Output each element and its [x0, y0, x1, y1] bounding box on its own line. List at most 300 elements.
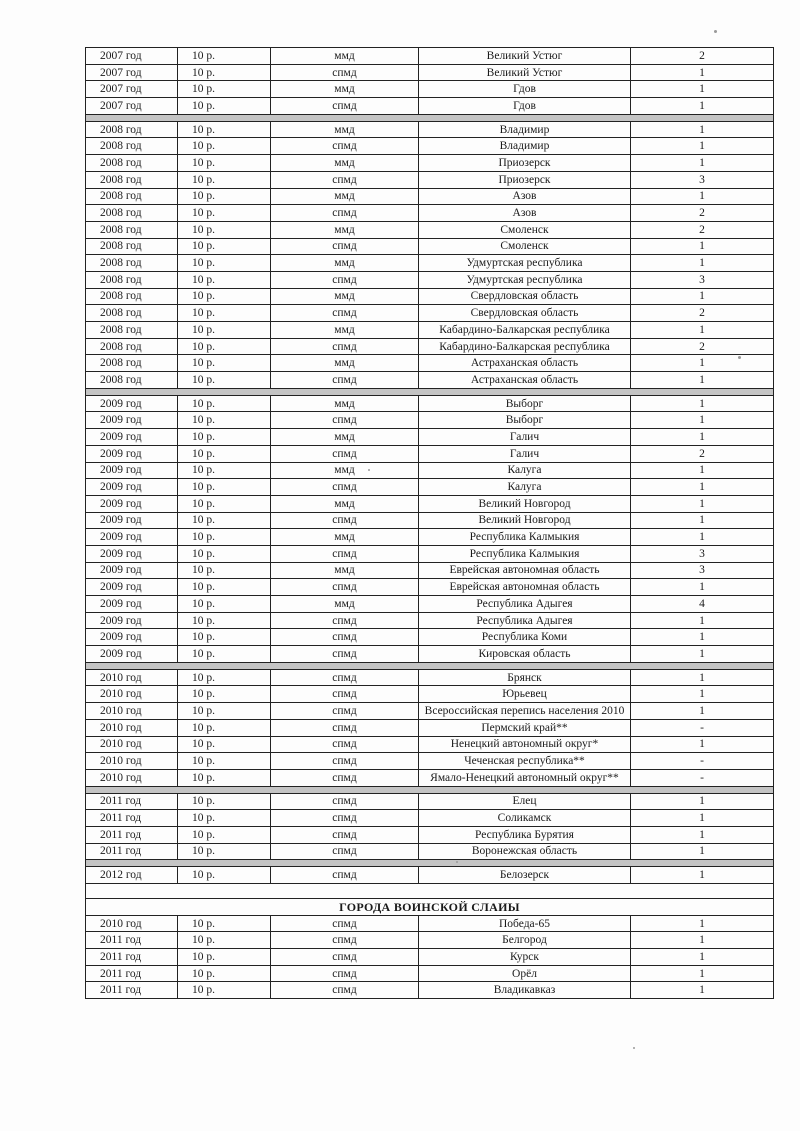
quantity-cell: 1: [631, 843, 774, 860]
denomination-cell: 10 р.: [178, 445, 271, 462]
coin-name-cell: Соликамск: [419, 810, 631, 827]
coin-name-cell: Белгород: [419, 932, 631, 949]
mint-cell: спмд: [271, 793, 419, 810]
table-row: [86, 686, 774, 703]
mint-cell: спмд: [271, 338, 419, 355]
coin-name-cell: Выборг: [419, 412, 631, 429]
table-row: [86, 545, 774, 562]
year-cell: 2008 год: [86, 322, 178, 339]
coin-name-cell: Курск: [419, 949, 631, 966]
coin-name-cell: Приозерск: [419, 171, 631, 188]
quantity-cell: 1: [631, 372, 774, 389]
quantity-cell: 2: [631, 48, 774, 65]
mint-cell: спмд: [271, 305, 419, 322]
table-row: [86, 288, 774, 305]
year-cell: 2009 год: [86, 529, 178, 546]
mint-cell: ммд: [271, 429, 419, 446]
table-row: [86, 669, 774, 686]
coin-name-cell: Елец: [419, 793, 631, 810]
coin-name-cell: Республика Калмыкия: [419, 529, 631, 546]
denomination-cell: 10 р.: [178, 753, 271, 770]
year-cell: 2008 год: [86, 288, 178, 305]
year-cell: 2008 год: [86, 121, 178, 138]
table-row: [86, 255, 774, 272]
mint-cell: спмд: [271, 719, 419, 736]
mint-cell: спмд: [271, 64, 419, 81]
coin-name-cell: Кабардино-Балкарская республика: [419, 322, 631, 339]
year-cell: 2008 год: [86, 338, 178, 355]
mint-cell: спмд: [271, 171, 419, 188]
year-cell: 2010 год: [86, 703, 178, 720]
coin-name-cell: Республика Коми: [419, 629, 631, 646]
table-row: [86, 171, 774, 188]
coin-name-cell: Кировская область: [419, 646, 631, 663]
table-row: [86, 965, 774, 982]
year-cell: 2007 год: [86, 81, 178, 98]
denomination-cell: 10 р.: [178, 395, 271, 412]
denomination-cell: 10 р.: [178, 686, 271, 703]
coin-name-cell: Ненецкий автономный округ*: [419, 736, 631, 753]
quantity-cell: 1: [631, 462, 774, 479]
mint-cell: ммд: [271, 155, 419, 172]
mint-cell: спмд: [271, 579, 419, 596]
table-row: [86, 612, 774, 629]
denomination-cell: 10 р.: [178, 221, 271, 238]
coin-name-cell: Астраханская область: [419, 355, 631, 372]
denomination-cell: 10 р.: [178, 495, 271, 512]
table-row: [86, 479, 774, 496]
coin-name-cell: Еврейская автономная область: [419, 562, 631, 579]
coin-name-cell: Юрьевец: [419, 686, 631, 703]
denomination-cell: 10 р.: [178, 372, 271, 389]
quantity-cell: 1: [631, 810, 774, 827]
table-row: [86, 736, 774, 753]
year-cell: 2009 год: [86, 462, 178, 479]
mint-cell: спмд: [271, 238, 419, 255]
table-row: [86, 703, 774, 720]
mint-cell: ммд: [271, 48, 419, 65]
coin-name-cell: Белозерск: [419, 867, 631, 884]
coin-name-cell: Брянск: [419, 669, 631, 686]
denomination-cell: 10 р.: [178, 769, 271, 786]
table-row: [86, 412, 774, 429]
coin-name-cell: Победа-65: [419, 915, 631, 932]
denomination-cell: 10 р.: [178, 982, 271, 999]
quantity-cell: 1: [631, 686, 774, 703]
mint-cell: спмд: [271, 965, 419, 982]
denomination-cell: 10 р.: [178, 579, 271, 596]
denomination-cell: 10 р.: [178, 205, 271, 222]
mint-cell: ммд: [271, 81, 419, 98]
paper-speck: [633, 1047, 635, 1049]
year-cell: 2011 год: [86, 949, 178, 966]
coin-name-cell: Гдов: [419, 81, 631, 98]
table-row: [86, 271, 774, 288]
denomination-cell: 10 р.: [178, 238, 271, 255]
mint-cell: спмд: [271, 826, 419, 843]
table-row: [86, 753, 774, 770]
mint-cell: спмд: [271, 736, 419, 753]
quantity-cell: 1: [631, 121, 774, 138]
quantity-cell: 1: [631, 395, 774, 412]
mint-cell: спмд: [271, 932, 419, 949]
coin-name-cell: Республика Адыгея: [419, 612, 631, 629]
table-row: [86, 205, 774, 222]
denomination-cell: 10 р.: [178, 188, 271, 205]
denomination-cell: 10 р.: [178, 810, 271, 827]
mint-cell: ммд: [271, 395, 419, 412]
coin-name-cell: Республика Адыгея: [419, 596, 631, 613]
table-row: [86, 793, 774, 810]
year-cell: 2009 год: [86, 412, 178, 429]
coin-name-cell: Республика Бурятия: [419, 826, 631, 843]
denomination-cell: 10 р.: [178, 412, 271, 429]
year-cell: 2009 год: [86, 596, 178, 613]
coin-name-cell: Ямало-Ненецкий автономный округ**: [419, 769, 631, 786]
coin-name-cell: Владимир: [419, 138, 631, 155]
table-row: [86, 495, 774, 512]
section-title: ГОРОДА ВОИНСКОЙ СЛАИЫ: [86, 899, 774, 916]
year-cell: 2011 год: [86, 810, 178, 827]
quantity-cell: 1: [631, 495, 774, 512]
table-row: [86, 982, 774, 999]
year-cell: 2008 год: [86, 271, 178, 288]
table-row: [86, 372, 774, 389]
year-cell: 2008 год: [86, 255, 178, 272]
quantity-cell: 4: [631, 596, 774, 613]
mint-cell: спмд: [271, 479, 419, 496]
mint-cell: спмд: [271, 753, 419, 770]
table-body: [86, 48, 774, 999]
mint-cell: ммд: [271, 562, 419, 579]
denomination-cell: 10 р.: [178, 171, 271, 188]
quantity-cell: -: [631, 753, 774, 770]
year-cell: 2008 год: [86, 355, 178, 372]
table-row: [86, 529, 774, 546]
quantity-cell: 1: [631, 965, 774, 982]
coin-name-cell: Пермский край**: [419, 719, 631, 736]
year-cell: 2008 год: [86, 221, 178, 238]
table-row: [86, 826, 774, 843]
denomination-cell: 10 р.: [178, 355, 271, 372]
table-row: [86, 512, 774, 529]
year-cell: 2008 год: [86, 205, 178, 222]
year-cell: 2008 год: [86, 155, 178, 172]
quantity-cell: 1: [631, 529, 774, 546]
table-row: [86, 429, 774, 446]
denomination-cell: 10 р.: [178, 629, 271, 646]
table-row: [86, 238, 774, 255]
paper-speck: [368, 469, 370, 471]
mint-cell: спмд: [271, 915, 419, 932]
quantity-cell: 1: [631, 982, 774, 999]
year-separator: [86, 786, 774, 793]
coin-name-cell: Калуга: [419, 462, 631, 479]
denomination-cell: 10 р.: [178, 64, 271, 81]
year-cell: 2009 год: [86, 512, 178, 529]
quantity-cell: 1: [631, 255, 774, 272]
quantity-cell: 2: [631, 221, 774, 238]
coin-name-cell: Чеченская республика**: [419, 753, 631, 770]
denomination-cell: 10 р.: [178, 949, 271, 966]
denomination-cell: 10 р.: [178, 915, 271, 932]
table-row: [86, 646, 774, 663]
year-cell: 2011 год: [86, 843, 178, 860]
denomination-cell: 10 р.: [178, 545, 271, 562]
table-row: [86, 579, 774, 596]
denomination-cell: 10 р.: [178, 793, 271, 810]
year-cell: 2011 год: [86, 932, 178, 949]
mint-cell: ммд: [271, 596, 419, 613]
quantity-cell: 1: [631, 512, 774, 529]
coin-name-cell: Галич: [419, 445, 631, 462]
mint-cell: ммд: [271, 255, 419, 272]
quantity-cell: 1: [631, 188, 774, 205]
quantity-cell: 1: [631, 412, 774, 429]
denomination-cell: 10 р.: [178, 596, 271, 613]
denomination-cell: 10 р.: [178, 479, 271, 496]
quantity-cell: 1: [631, 429, 774, 446]
denomination-cell: 10 р.: [178, 48, 271, 65]
year-cell: 2010 год: [86, 736, 178, 753]
coin-name-cell: Удмуртская республика: [419, 271, 631, 288]
mint-cell: ммд: [271, 121, 419, 138]
mint-cell: спмд: [271, 843, 419, 860]
quantity-cell: 1: [631, 646, 774, 663]
coin-name-cell: Орёл: [419, 965, 631, 982]
year-cell: 2008 год: [86, 188, 178, 205]
coin-name-cell: Калуга: [419, 479, 631, 496]
mint-cell: ммд: [271, 221, 419, 238]
table-row: [86, 769, 774, 786]
quantity-cell: 1: [631, 579, 774, 596]
year-cell: 2011 год: [86, 793, 178, 810]
table-row: [86, 155, 774, 172]
coin-inventory-table: [85, 47, 774, 999]
mint-cell: спмд: [271, 646, 419, 663]
coin-name-cell: Великий Устюг: [419, 48, 631, 65]
quantity-cell: 1: [631, 81, 774, 98]
table-row: [86, 138, 774, 155]
coin-name-cell: Кабардино-Балкарская республика: [419, 338, 631, 355]
quantity-cell: 1: [631, 288, 774, 305]
year-cell: 2010 год: [86, 915, 178, 932]
denomination-cell: 10 р.: [178, 529, 271, 546]
quantity-cell: 2: [631, 305, 774, 322]
year-cell: 2008 год: [86, 171, 178, 188]
denomination-cell: 10 р.: [178, 429, 271, 446]
year-cell: 2010 год: [86, 669, 178, 686]
quantity-cell: 1: [631, 867, 774, 884]
table-row: [86, 322, 774, 339]
quantity-cell: 1: [631, 612, 774, 629]
mint-cell: спмд: [271, 412, 419, 429]
coin-name-cell: Смоленск: [419, 221, 631, 238]
year-separator: [86, 114, 774, 121]
mint-cell: спмд: [271, 445, 419, 462]
section-title-row: [86, 899, 774, 916]
table-row: [86, 188, 774, 205]
quantity-cell: 1: [631, 238, 774, 255]
denomination-cell: 10 р.: [178, 646, 271, 663]
year-cell: 2011 год: [86, 826, 178, 843]
table-row: [86, 305, 774, 322]
denomination-cell: 10 р.: [178, 703, 271, 720]
year-cell: 2008 год: [86, 372, 178, 389]
year-cell: 2012 год: [86, 867, 178, 884]
table-row: [86, 810, 774, 827]
coin-name-cell: Воронежская область: [419, 843, 631, 860]
quantity-cell: 3: [631, 171, 774, 188]
mint-cell: спмд: [271, 271, 419, 288]
coin-name-cell: Великий Устюг: [419, 64, 631, 81]
quantity-cell: 1: [631, 669, 774, 686]
mint-cell: спмд: [271, 669, 419, 686]
coin-name-cell: Великий Новгород: [419, 495, 631, 512]
denomination-cell: 10 р.: [178, 843, 271, 860]
year-separator: [86, 860, 774, 867]
coin-name-cell: Приозерск: [419, 155, 631, 172]
mint-cell: спмд: [271, 686, 419, 703]
mint-cell: спмд: [271, 512, 419, 529]
coin-name-cell: Республика Калмыкия: [419, 545, 631, 562]
coin-name-cell: Астраханская область: [419, 372, 631, 389]
coin-name-cell: Владикавказ: [419, 982, 631, 999]
quantity-cell: 1: [631, 629, 774, 646]
quantity-cell: 1: [631, 355, 774, 372]
quantity-cell: 3: [631, 545, 774, 562]
denomination-cell: 10 р.: [178, 932, 271, 949]
table-row: [86, 121, 774, 138]
denomination-cell: 10 р.: [178, 255, 271, 272]
quantity-cell: 1: [631, 932, 774, 949]
denomination-cell: 10 р.: [178, 121, 271, 138]
mint-cell: спмд: [271, 545, 419, 562]
year-cell: 2009 год: [86, 646, 178, 663]
denomination-cell: 10 р.: [178, 155, 271, 172]
year-cell: 2009 год: [86, 612, 178, 629]
denomination-cell: 10 р.: [178, 612, 271, 629]
mint-cell: спмд: [271, 98, 419, 115]
denomination-cell: 10 р.: [178, 322, 271, 339]
mint-cell: ммд: [271, 188, 419, 205]
quantity-cell: 1: [631, 736, 774, 753]
year-cell: 2007 год: [86, 98, 178, 115]
paper-speck: [738, 356, 741, 359]
denomination-cell: 10 р.: [178, 669, 271, 686]
mint-cell: спмд: [271, 867, 419, 884]
quantity-cell: 2: [631, 338, 774, 355]
table-row: [86, 932, 774, 949]
year-cell: 2010 год: [86, 769, 178, 786]
quantity-cell: 1: [631, 793, 774, 810]
mint-cell: спмд: [271, 138, 419, 155]
table-row: [86, 462, 774, 479]
year-cell: 2009 год: [86, 629, 178, 646]
quantity-cell: 1: [631, 949, 774, 966]
year-cell: 2010 год: [86, 753, 178, 770]
year-cell: 2008 год: [86, 305, 178, 322]
mint-cell: спмд: [271, 629, 419, 646]
year-cell: 2009 год: [86, 579, 178, 596]
mint-cell: ммд: [271, 355, 419, 372]
table-row: [86, 98, 774, 115]
quantity-cell: -: [631, 769, 774, 786]
denomination-cell: 10 р.: [178, 138, 271, 155]
coin-name-cell: Еврейская автономная область: [419, 579, 631, 596]
table-row: [86, 395, 774, 412]
coin-name-cell: Всероссийская перепись населения 2010: [419, 703, 631, 720]
coin-name-cell: Смоленск: [419, 238, 631, 255]
table-row: [86, 338, 774, 355]
mint-cell: спмд: [271, 982, 419, 999]
denomination-cell: 10 р.: [178, 81, 271, 98]
year-cell: 2010 год: [86, 719, 178, 736]
mint-cell: спмд: [271, 612, 419, 629]
quantity-cell: 1: [631, 703, 774, 720]
table-row: [86, 81, 774, 98]
coin-name-cell: Гдов: [419, 98, 631, 115]
paper-speck: [714, 30, 717, 33]
table-row: [86, 64, 774, 81]
table-row: [86, 867, 774, 884]
year-cell: 2009 год: [86, 479, 178, 496]
quantity-cell: 2: [631, 445, 774, 462]
denomination-cell: 10 р.: [178, 338, 271, 355]
year-separator: [86, 662, 774, 669]
year-cell: 2011 год: [86, 982, 178, 999]
table-row: [86, 915, 774, 932]
year-cell: 2007 год: [86, 64, 178, 81]
year-cell: 2009 год: [86, 545, 178, 562]
quantity-cell: 1: [631, 826, 774, 843]
quantity-cell: 2: [631, 205, 774, 222]
year-cell: 2009 год: [86, 429, 178, 446]
mint-cell: спмд: [271, 703, 419, 720]
coin-name-cell: Азов: [419, 205, 631, 222]
coin-name-cell: Азов: [419, 188, 631, 205]
quantity-cell: 1: [631, 915, 774, 932]
year-separator: [86, 388, 774, 395]
denomination-cell: 10 р.: [178, 512, 271, 529]
quantity-cell: 1: [631, 64, 774, 81]
table-row: [86, 949, 774, 966]
table-row: [86, 221, 774, 238]
denomination-cell: 10 р.: [178, 826, 271, 843]
year-cell: 2008 год: [86, 238, 178, 255]
coin-name-cell: Великий Новгород: [419, 512, 631, 529]
year-cell: 2009 год: [86, 445, 178, 462]
denomination-cell: 10 р.: [178, 288, 271, 305]
coin-name-cell: Выборг: [419, 395, 631, 412]
table-row: [86, 719, 774, 736]
paper-speck: [456, 861, 458, 863]
table-row: [86, 355, 774, 372]
coin-name-cell: Галич: [419, 429, 631, 446]
year-cell: 2009 год: [86, 395, 178, 412]
table-row: [86, 843, 774, 860]
quantity-cell: 1: [631, 138, 774, 155]
denomination-cell: 10 р.: [178, 719, 271, 736]
denomination-cell: 10 р.: [178, 271, 271, 288]
quantity-cell: 1: [631, 155, 774, 172]
denomination-cell: 10 р.: [178, 462, 271, 479]
denomination-cell: 10 р.: [178, 965, 271, 982]
mint-cell: спмд: [271, 205, 419, 222]
mint-cell: ммд: [271, 529, 419, 546]
coin-name-cell: Свердловская область: [419, 288, 631, 305]
blank-row: [86, 884, 774, 899]
